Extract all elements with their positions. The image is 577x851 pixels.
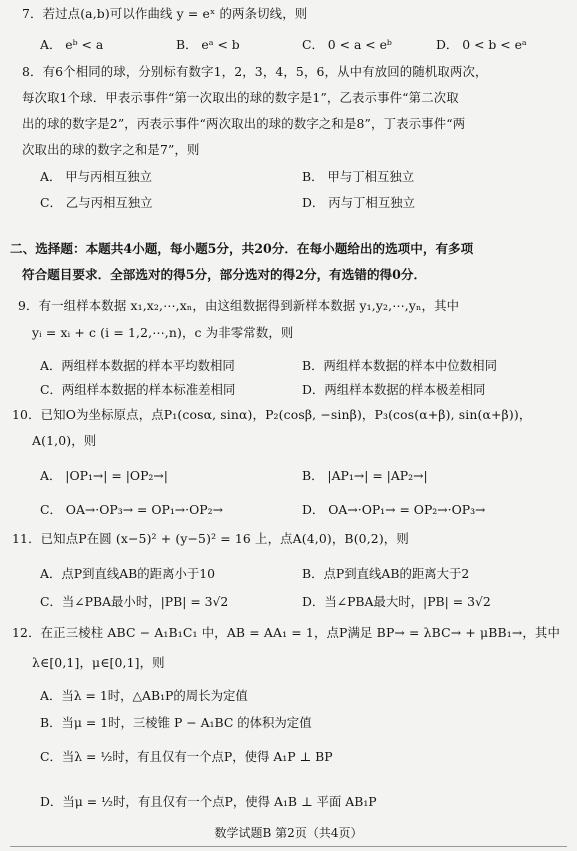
question-line: 出的球的数字是2”，丙表示事件“两次取出的球的数字之和是8”，丁表示事件“两 <box>22 116 466 131</box>
option-a: A．两组样本数据的样本平均数相同 <box>40 358 235 373</box>
question-line: λ∈[0,1]，μ∈[0,1]，则 <box>32 655 165 670</box>
option-a: A．当λ = 1时，△AB₁P的周长为定值 <box>40 688 248 703</box>
question-8 <box>22 64 567 168</box>
option-a: A． eᵇ < a <box>40 37 104 52</box>
question-line: 12．在正三棱柱 ABC − A₁B₁C₁ 中，AB = AA₁ = 1，点P满足 BP→ = λBC→ + μBB₁→，其中 <box>12 625 561 640</box>
question-line: 9．有一组样本数据 x₁,x₂,⋯,xₙ，由这组数据得到新样本数据 y₁,y₂,⋯,yₙ，其中 <box>18 298 460 313</box>
question-9 <box>18 298 563 341</box>
option-a: A． 甲与丙相互独立 <box>40 169 153 184</box>
option-c: C．当∠PBA最小时，|PB| = 3√2 <box>40 594 229 609</box>
option-a: A．点P到直线AB的距离小于10 <box>40 566 216 581</box>
option-d: D． 0 < b < eᵃ <box>436 37 527 52</box>
option-d: D．两组样本数据的样本极差相同 <box>302 382 486 397</box>
question-line: 8．有6个相同的球，分别标有数字1，2，3，4，5，6，从中有放回的随机取两次， <box>22 64 488 79</box>
option-b: B．点P到直线AB的距离大于2 <box>302 566 470 581</box>
section-line: 符合题目要求．全部选对的得5分，部分选对的得2分，有选错的得0分． <box>22 267 427 282</box>
option-b: B． |AP₁→| = |AP₂→| <box>302 468 428 483</box>
question-line: yᵢ = xᵢ + c (i = 1,2,⋯,n)，c 为非零常数，则 <box>32 325 294 340</box>
question-10 <box>12 407 557 449</box>
option-b: B．两组样本数据的样本中位数相同 <box>302 358 497 373</box>
option-c: C． 乙与丙相互独立 <box>40 195 153 210</box>
question-stem: 7．若过点(a,b)可以作曲线 y = eˣ 的两条切线，则 <box>22 6 308 21</box>
option-d: D． 丙与丁相互独立 <box>302 195 415 210</box>
question-line: 每次取1个球．甲表示事件“第一次取出的球的数字是1”，乙表示事件“第二次取 <box>22 90 459 105</box>
question-11 <box>12 531 557 547</box>
question-line: 次取出的球的数字之和是7”，则 <box>22 142 200 157</box>
option-b: B． eᵃ < b <box>176 37 240 52</box>
divider <box>10 846 567 847</box>
question-line: A(1,0)，则 <box>32 433 97 448</box>
question-7 <box>22 6 567 22</box>
option-b: B． 甲与丁相互独立 <box>302 169 415 184</box>
section-line: 二、选择题：本题共4小题，每小题5分，共20分．在每小题给出的选项中，有多项 <box>10 241 474 256</box>
option-c: C．当λ = ½时，有且仅有一个点P，使得 A₁P ⊥ BP <box>40 749 333 764</box>
option-c: C．两组样本数据的样本标准差相同 <box>40 382 236 397</box>
section-heading <box>10 241 565 283</box>
question-line: 11．已知点P在圆 (x−5)² + (y−5)² = 16 上，点A(4,0)，B(0,2)，则 <box>12 531 409 546</box>
option-d: D． OA→·OP₁→ = OP₂→·OP₃→ <box>302 502 486 517</box>
option-c: C． OA→·OP₃→ = OP₁→·OP₂→ <box>40 502 223 517</box>
option-d: D．当μ = ½时，有且仅有一个点P，使得 A₁B ⊥ 平面 AB₁P <box>40 794 377 809</box>
option-b: B．当μ = 1时，三棱锥 P − A₁BC 的体积为定值 <box>40 715 312 730</box>
question-line: 10．已知O为坐标原点，点P₁(cosα, sinα)，P₂(cosβ, −sinβ)，P₃(cos(α+β), sin(α+β))， <box>12 407 532 422</box>
option-c: C． 0 < a < eᵇ <box>302 37 392 52</box>
page-footer: 数学试题B 第2页（共4页） <box>214 826 363 840</box>
option-d: D．当∠PBA最大时，|PB| = 3√2 <box>302 594 491 609</box>
question-12 <box>12 625 561 671</box>
option-a: A． |OP₁→| = |OP₂→| <box>40 468 168 483</box>
